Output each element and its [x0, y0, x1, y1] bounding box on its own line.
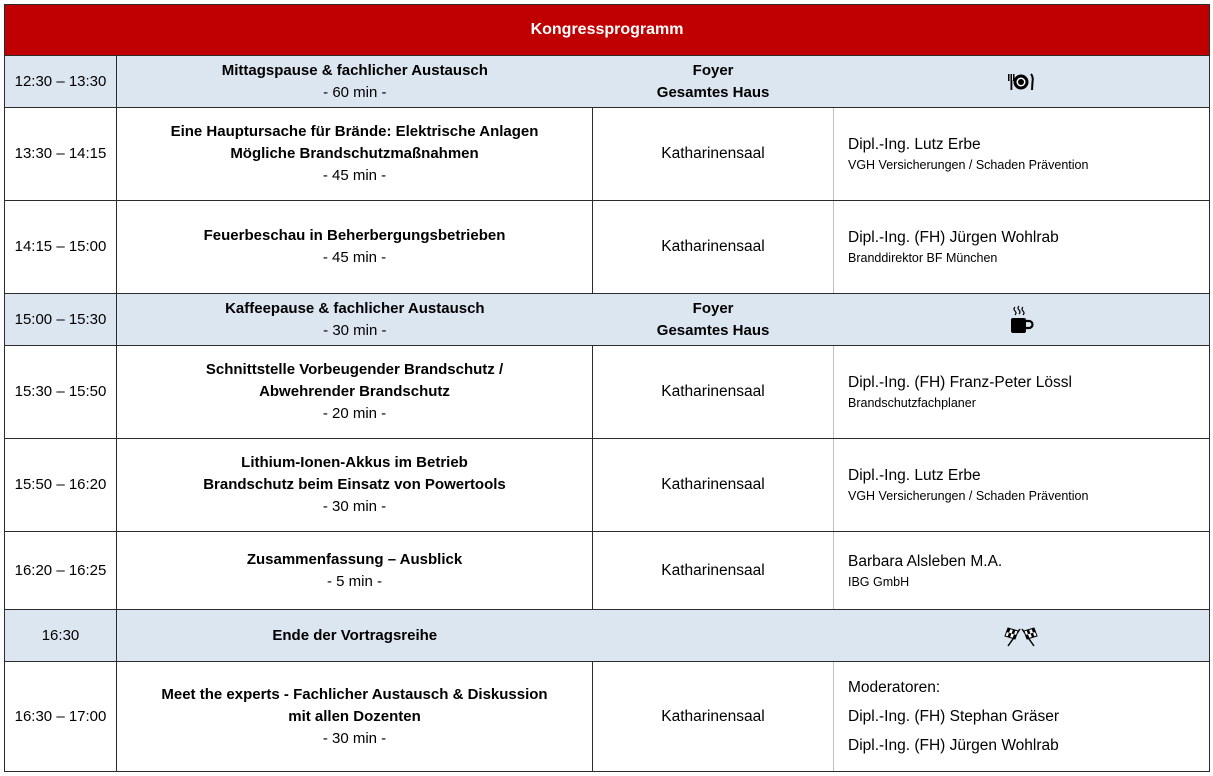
speaker-cell	[834, 532, 1210, 610]
session-title: Ende der Vortragsreihe	[117, 610, 593, 662]
speaker-cell	[834, 662, 1210, 772]
program-table	[4, 4, 1210, 772]
speaker-name: Dipl.-Ing. Lutz Erbe	[848, 136, 981, 153]
checkered-flags-icon	[1004, 625, 1038, 647]
session-duration: - 5 min -	[326, 572, 382, 590]
speaker-organization: Branddirektor BF München	[848, 251, 998, 265]
session-duration: - 30 min -	[322, 498, 387, 515]
session-duration: - 30 min -	[323, 321, 387, 339]
speaker-name: Dipl.-Ing. Lutz Erbe	[848, 467, 981, 484]
session-duration: - 20 min -	[322, 405, 387, 422]
session-title: Eine Hauptursache für Brände: Elektrische Anlagen	[170, 123, 539, 140]
session-title: Lithium-Ionen-Akkus im Betrieb	[241, 454, 468, 471]
location-cell: Katharinensaal	[593, 439, 834, 532]
program-table-wrapper	[4, 4, 1209, 772]
time-cell: 16:20 – 16:25	[5, 532, 117, 610]
location-line: Gesamtes Haus	[656, 321, 770, 339]
time-cell: 16:30	[5, 610, 117, 662]
table-row	[5, 610, 1210, 662]
session-duration: - 45 min -	[322, 167, 387, 184]
session-title: Mittagspause & fachlicher Austausch	[221, 61, 488, 79]
speaker-name: Dipl.-Ing. (FH) Jürgen Wohlrab	[848, 229, 1059, 246]
session-title: Mögliche Brandschutzmaßnahmen	[230, 145, 479, 162]
table-row	[5, 294, 1210, 346]
time-cell: 15:50 – 16:20	[5, 439, 117, 532]
moderator-name: Dipl.-Ing. (FH) Jürgen Wohlrab	[848, 737, 1059, 754]
speaker-organization: VGH Versicherungen / Schaden Prävention	[848, 158, 1089, 172]
table-row	[5, 439, 1210, 532]
speaker-organization: IBG GmbH	[848, 574, 910, 589]
session-cell	[117, 201, 593, 294]
table-row	[5, 346, 1210, 439]
session-cell	[117, 108, 593, 201]
time-cell: 12:30 – 13:30	[5, 56, 117, 108]
session-duration: - 60 min -	[323, 83, 387, 101]
speaker-cell	[834, 201, 1210, 294]
location-line: Foyer	[692, 61, 734, 79]
speaker-organization: VGH Versicherungen / Schaden Prävention	[848, 489, 1089, 503]
location-cell: Katharinensaal	[593, 662, 834, 772]
time-cell: 15:00 – 15:30	[5, 294, 117, 346]
table-row	[5, 201, 1210, 294]
coffee-cup-icon	[1008, 305, 1034, 335]
table-row	[5, 662, 1210, 772]
location-cell: Katharinensaal	[593, 346, 834, 439]
time-cell: 16:30 – 17:00	[5, 662, 117, 772]
session-title: Abwehrender Brandschutz	[259, 383, 450, 400]
session-cell	[117, 439, 593, 532]
empty-cell	[593, 610, 834, 662]
speaker-cell	[834, 439, 1210, 532]
session-cell	[117, 56, 834, 108]
time-cell: 14:15 – 15:00	[5, 201, 117, 294]
session-title: Feuerbeschau in Beherbergungsbetrieben	[203, 227, 506, 244]
icon-cell	[834, 610, 1210, 662]
session-duration: - 45 min -	[322, 249, 387, 266]
table-row	[5, 56, 1210, 108]
speaker-cell	[834, 108, 1210, 201]
session-cell	[117, 294, 834, 346]
session-title: Meet the experts - Fachlicher Austausch & Diskussion	[161, 685, 548, 703]
session-title: Schnittstelle Vorbeugender Brandschutz /	[205, 361, 504, 378]
location-line: Foyer	[692, 299, 734, 317]
icon-cell	[834, 56, 1210, 108]
session-title: mit allen Dozenten	[288, 707, 421, 725]
moderator-name: Dipl.-Ing. (FH) Stephan Gräser	[848, 708, 1060, 725]
time-cell: 15:30 – 15:50	[5, 346, 117, 439]
speaker-cell	[834, 346, 1210, 439]
speaker-organization: Brandschutzfachplaner	[848, 396, 976, 410]
session-title: Zusammenfassung – Ausblick	[246, 550, 463, 568]
session-cell	[117, 662, 593, 772]
session-duration: - 30 min -	[322, 729, 387, 747]
location-cell: Katharinensaal	[593, 108, 834, 201]
session-title: Kaffeepause & fachlicher Austausch	[225, 299, 485, 317]
session-title: Brandschutz beim Einsatz von Powertools	[203, 476, 506, 493]
moderators-label: Moderatoren:	[848, 679, 941, 696]
table-row	[5, 532, 1210, 610]
location-cell: Katharinensaal	[593, 201, 834, 294]
time-cell: 13:30 – 14:15	[5, 108, 117, 201]
session-cell	[117, 532, 593, 610]
plate-cutlery-icon	[1006, 72, 1036, 92]
location-cell: Katharinensaal	[593, 532, 834, 610]
session-cell	[117, 346, 593, 439]
speaker-name: Barbara Alsleben M.A.	[848, 552, 1003, 570]
speaker-name: Dipl.-Ing. (FH) Franz-Peter Lössl	[848, 374, 1072, 391]
program-title: Kongressprogramm	[5, 5, 1210, 56]
table-row	[5, 108, 1210, 201]
icon-cell	[834, 294, 1210, 346]
location-line: Gesamtes Haus	[656, 83, 770, 101]
